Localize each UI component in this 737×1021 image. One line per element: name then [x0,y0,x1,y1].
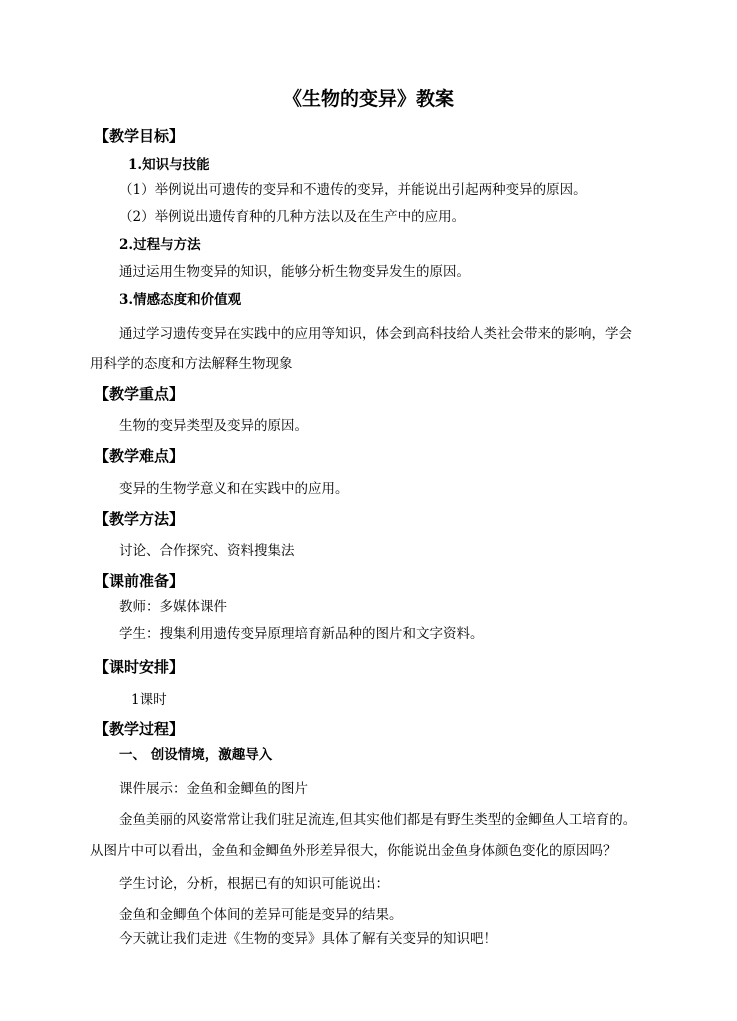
attitude-line-2: 用科学的态度和方法解释生物现象 [90,356,293,372]
section-heading-preparation: 【课前准备】 [94,572,185,590]
subheading-step-1: 一、 创设情境，激趣导入 [119,747,273,763]
section-heading-goals: 【教学目标】 [94,127,185,145]
knowledge-item-2: （2）举例说出遗传育种的几种方法以及在生产中的应用。 [119,209,466,225]
schedule-text: 1课时 [131,692,167,708]
section-heading-methods: 【教学方法】 [94,510,185,528]
subheading-process: 2.过程与方法 [119,237,201,253]
knowledge-item-1: （1）举例说出可遗传的变异和不遗传的变异，并能说出引起两种变异的原因。 [119,182,587,198]
preparation-teacher: 教师：多媒体课件 [119,599,227,615]
preparation-student: 学生：搜集利用遗传变异原理培育新品种的图片和文字资料。 [119,626,484,642]
section-heading-focus: 【教学重点】 [94,385,185,403]
section-heading-schedule: 【课时安排】 [94,658,185,676]
difficulty-text: 变异的生物学意义和在实践中的应用。 [119,481,349,497]
process-closing: 今天就让我们走进《生物的变异》具体了解有关变异的知识吧！ [119,931,497,947]
process-paragraph-line-1: 金鱼美丽的风姿常常让我们驻足流连,但其实他们都是有野生类型的金鲫鱼人工培育的。 [119,812,637,828]
focus-text: 生物的变异类型及变异的原因。 [119,418,308,434]
subheading-knowledge: 1.知识与技能 [128,157,210,173]
subheading-attitude: 3.情感态度和价值观 [119,292,242,308]
process-paragraph-line-2: 从图片中可以看出，金鱼和金鲫鱼外形差异很大，你能说出金鱼身体颜色变化的原因吗？ [90,843,617,859]
process-display: 课件展示：金鱼和金鲫鱼的图片 [119,781,308,797]
process-discussion: 学生讨论，分析，根据已有的知识可能说出： [119,876,389,892]
section-heading-difficulty: 【教学难点】 [94,447,185,465]
section-heading-process: 【教学过程】 [94,720,185,738]
page-title: 《生物的变异》教案 [282,88,454,110]
attitude-line-1: 通过学习遗传变异在实践中的应用等知识，体会到高科技给人类社会带来的影响，学会 [119,326,632,342]
methods-text: 讨论、合作探究、资料搜集法 [119,543,295,559]
process-result: 金鱼和金鲫鱼个体间的差异可能是变异的结果。 [119,907,403,923]
process-text: 通过运用生物变异的知识，能够分析生物变异发生的原因。 [119,264,470,280]
